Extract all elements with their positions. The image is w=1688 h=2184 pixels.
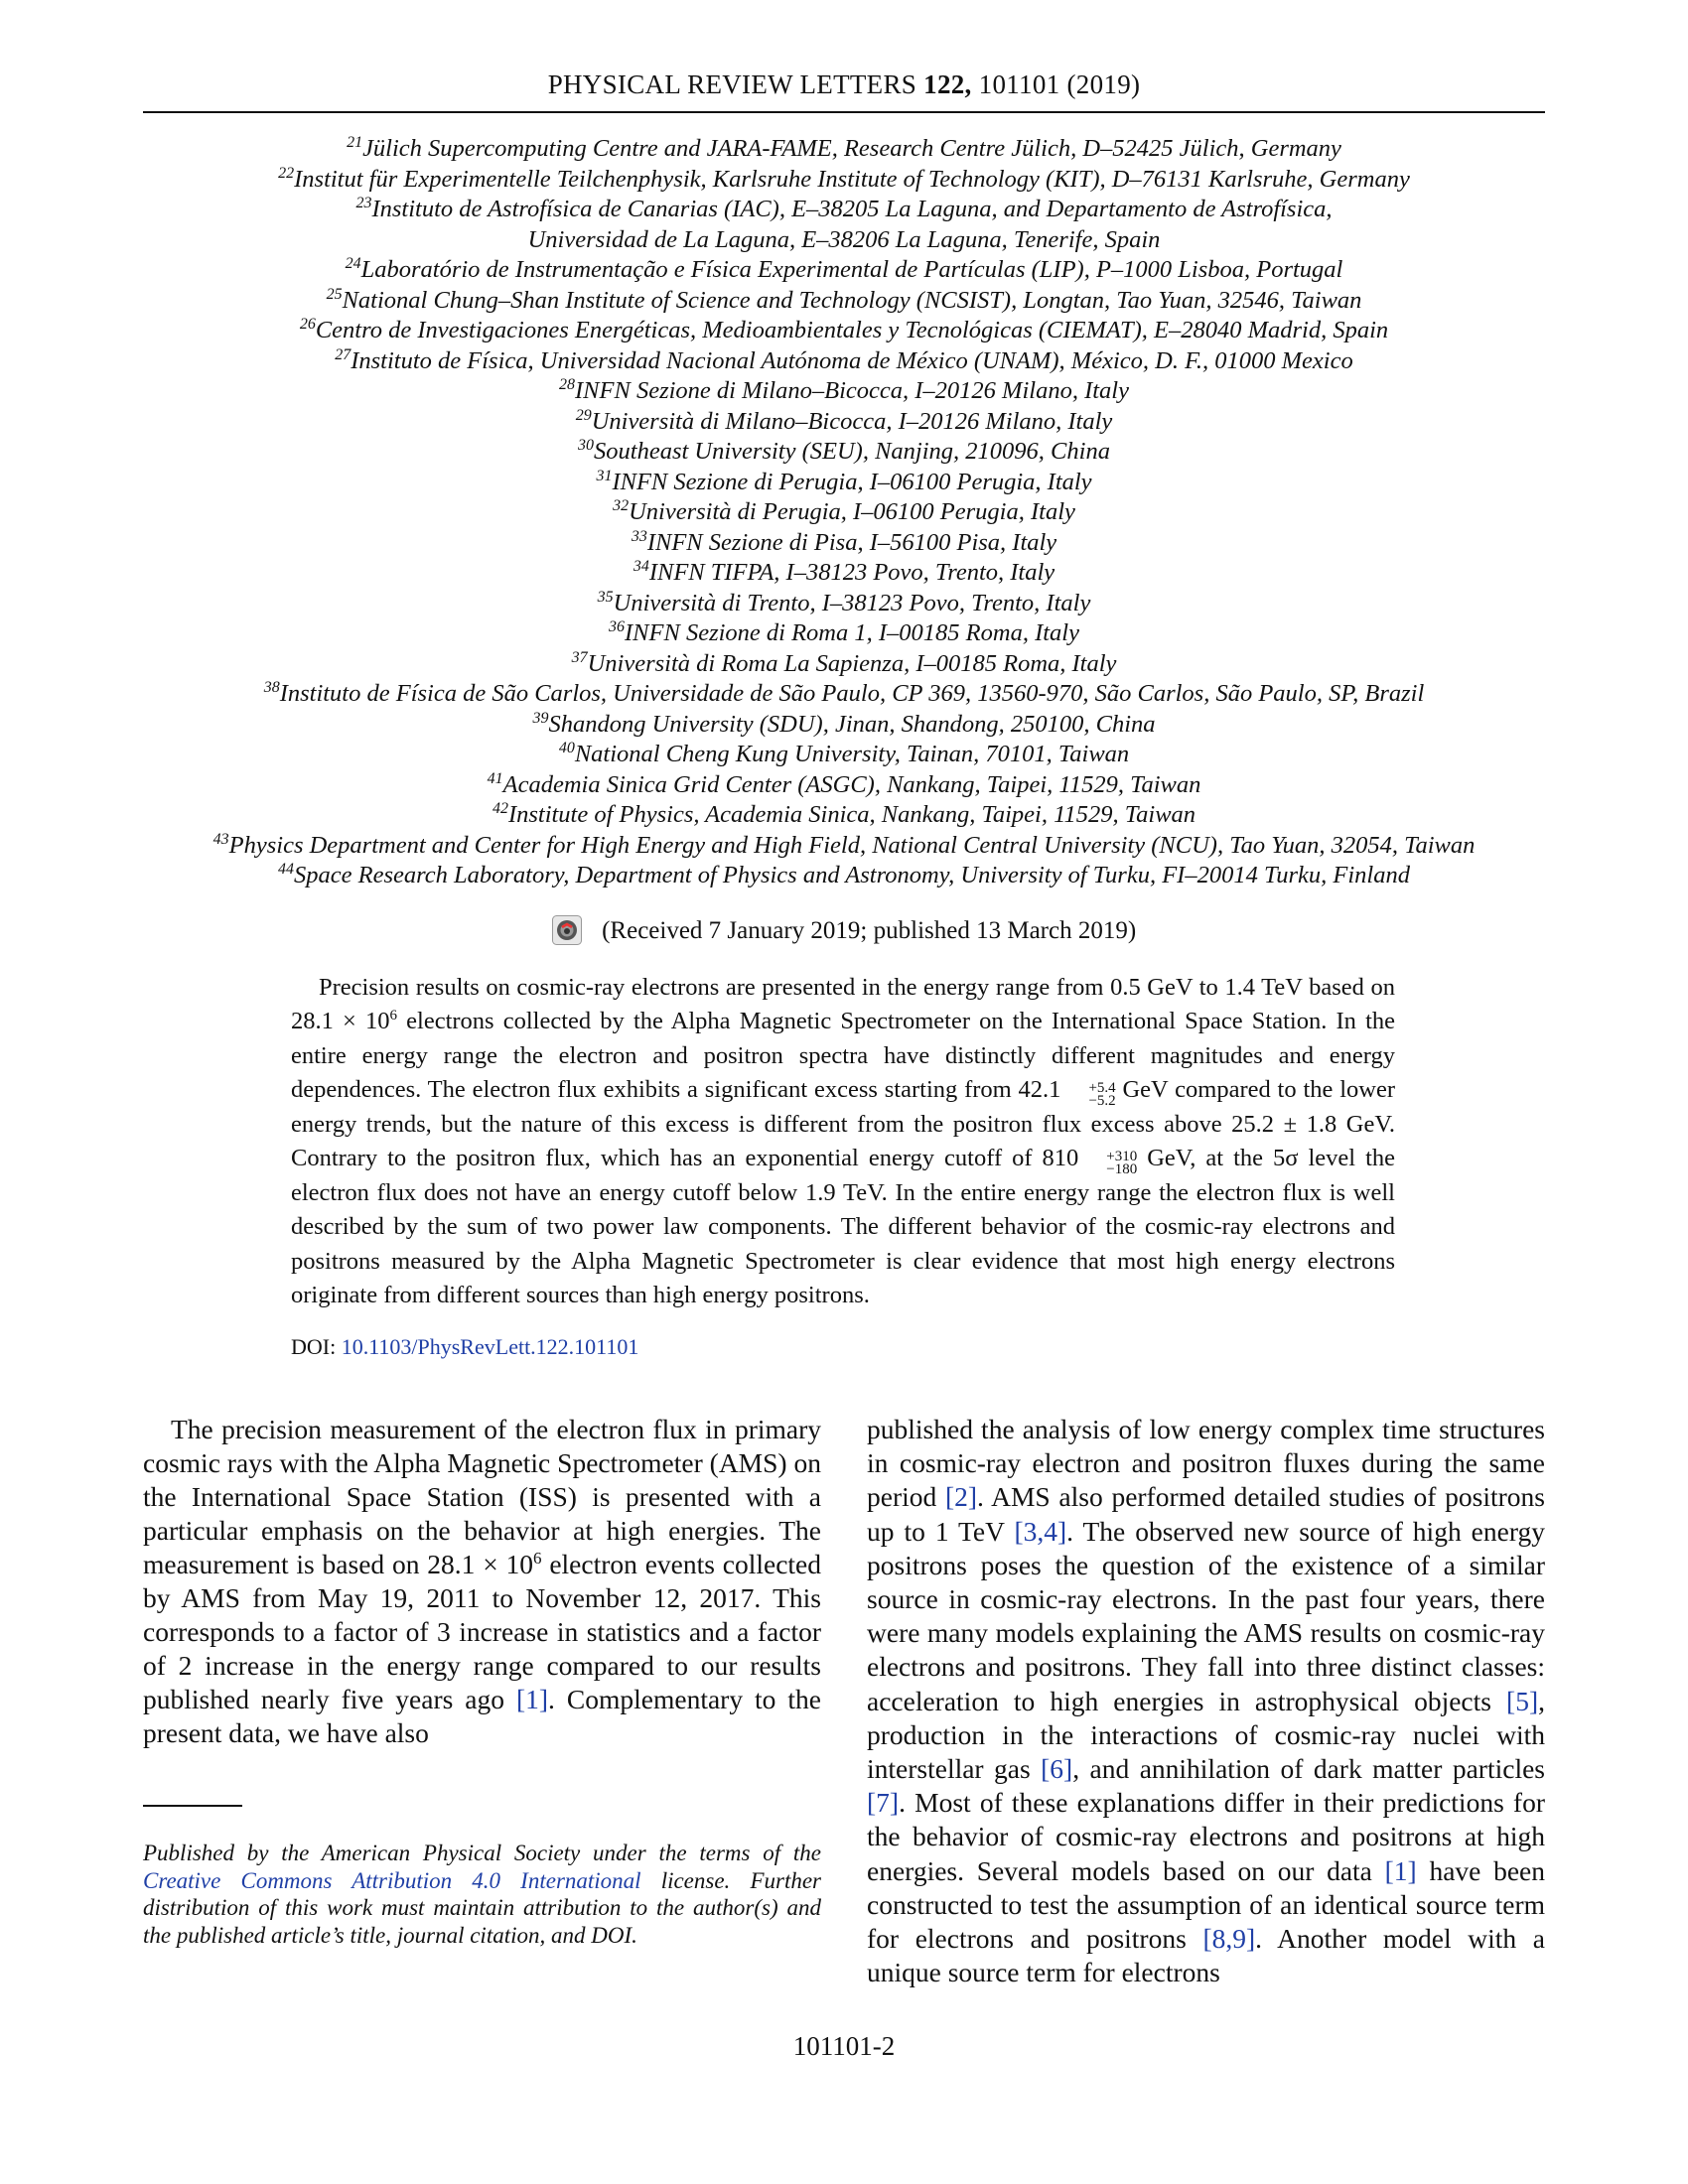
citation-link[interactable]: [5] — [1506, 1685, 1539, 1716]
abstract: Precision results on cosmic-ray electrons are presented in the energy range from 0.5 GeV to 1.4 TeV based on $28.1 \times 10^6$ electrons collected by the Alpha Magnetic Spectrometer on the International Space Station. In the entire energy range the electron and positron spectra have distinctly different magnitudes and energy dependences. The electron flux exhibits a significant excess starting from 42.1 +5.4 −5.2 GeV compared to the lower energy trends, but the nature of this excess is different from the positron flux excess above 25.2 ± 1.8 GeV. Contrary to the positron flux, which has an exponential energy cutoff of 810 +310 −180 GeV, at the 5σ level the electron flux does not have an energy cutoff below 1.9 TeV. In the entire energy range the electron flux is well described by the sum of two power law components. The different behavior of the cosmic-ray electrons and positrons measured by the Alpha Magnetic Spectrometer is clear evidence that most high energy electrons originate from different sources than high energy positrons. — [291, 974, 1396, 1309]
affiliation: $^{37}$Università di Roma La Sapienza, I–00185 Roma, Italy — [571, 648, 1117, 677]
citation-link[interactable]: [1] — [515, 1684, 549, 1714]
received-dates — [143, 915, 1545, 947]
affiliation: $^{27}$Instituto de Física, Universidad Nacional Autónoma de México (UNAM), México, D. F., 01000 Mexico — [335, 345, 1353, 374]
affiliation: $^{22}$Institut für Experimentelle Teilchenphysik, Karlsruhe Institute of Technology (KIT), D–76131 Karlsruhe, Germany — [278, 164, 1410, 193]
affiliation: $^{30}$Southeast University (SEU), Nanjing, 210096, China — [578, 437, 1110, 465]
affiliation: $^{34}$INFN TIFPA, I–38123 Povo, Trento, Italy — [633, 558, 1055, 586]
affiliation-continuation: Universidad de La Laguna, E–38206 La Laguna, Tenerife, Spain — [527, 225, 1161, 253]
citation-link[interactable]: [3,4] — [1014, 1515, 1067, 1547]
citation-link[interactable]: [2] — [944, 1481, 978, 1513]
footnote-rule — [143, 1805, 242, 1807]
journal-name: PHYSICAL REVIEW LETTERS — [547, 69, 917, 99]
uncertainty: +310 −180 — [1106, 1149, 1138, 1178]
affiliation: $^{25}$National Chung–Shan Institute of Science and Technology (NCSIST), Longtan, Tao Yuan, 32546, Taiwan — [326, 285, 1362, 314]
uncertainty: +5.4 −5.2 — [1088, 1079, 1116, 1109]
affiliation: $^{38}$Instituto de Física de São Carlos, Universidade de São Paulo, CP 369, 13560-970, São Carlos, São Paulo, SP, Brazil — [263, 679, 1425, 707]
running-head — [143, 69, 1545, 100]
affiliation: $^{28}$INFN Sezione di Milano–Bicocca, I–20126 Milano, Italy — [559, 376, 1129, 404]
body-column-left: The precision measurement of the electron flux in primary cosmic rays with the Alpha Magnetic Spectrometer (AMS) on the International Space Station (ISS) is presented with a particular emphasis on the behavior at high energies. The measurement is based on $28.1 \times 10^6$ electron events collected by AMS from May 19, 2011 to November 12, 2017. This corresponds to a factor of 3 increase in statistics and a factor of 2 increase in the energy range compared to our results published nearly five years ago [1]. Complementary to the present data, we have also — [143, 1414, 821, 1748]
affiliation: $^{40}$National Cheng Kung University, Tainan, 70101, Taiwan — [558, 740, 1130, 767]
received-text: (Received 7 January 2019; published 13 March 2019) — [602, 917, 1137, 944]
affiliation: $^{35}$Università di Trento, I–38123 Povo, Trento, Italy — [597, 588, 1091, 616]
article-number-year: 101101 (2019) — [978, 69, 1141, 99]
doi-line — [291, 1334, 638, 1360]
citation-link[interactable]: [6] — [1041, 1753, 1073, 1785]
affiliation: $^{23}$Instituto de Astrofísica de Canarias (IAC), E–38205 La Laguna, and Departamento de Astrofísica, — [355, 195, 1333, 222]
affiliation-list — [143, 134, 1545, 891]
citation-link[interactable]: [1] — [1384, 1854, 1417, 1886]
journal-volume: 122, — [923, 69, 972, 99]
citation-link[interactable]: [8,9] — [1202, 1923, 1256, 1955]
affiliation: $^{24}$Laboratório de Instrumentação e Física Experimental de Partículas (LIP), P–1000 Lisboa, Portugal — [345, 255, 1343, 283]
affiliation: $^{44}$Space Research Laboratory, Department of Physics and Astronomy, University of Turku, FI–20014 Turku, Finland — [278, 861, 1410, 888]
affiliation: $^{21}$Jülich Supercomputing Centre and JARA-FAME, Research Centre Jülich, D–52425 Jülich, Germany — [347, 134, 1341, 162]
citation-link[interactable]: [7] — [867, 1787, 900, 1819]
affiliation: $^{42}$Institute of Physics, Academia Sinica, Nankang, Taipei, 11529, Taiwan — [492, 800, 1196, 828]
license-footnote: Published by the American Physical Society under the terms of the Creative Commons Attribution 4.0 International license. Further distribution of this work must maintain attribution to the author(s) and the published article’s title, journal citation, and DOI. — [143, 1841, 821, 1948]
license-link[interactable]: Creative Commons Attribution 4.0 International — [143, 1867, 641, 1893]
doi-link[interactable]: 10.1103/PhysRevLett.122.101101 — [341, 1334, 639, 1359]
affiliation: $^{29}$Università di Milano–Bicocca, I–20126 Milano, Italy — [575, 406, 1113, 435]
affiliation: $^{43}$Physics Department and Center for High Energy and High Field, National Central University (NCU), Tao Yuan, 32054, Taiwan — [212, 830, 1476, 859]
affiliation: $^{32}$Università di Perugia, I–06100 Perugia, Italy — [613, 497, 1075, 525]
body-column-right: published the analysis of low energy complex time structures in cosmic-ray electron and positron fluxes during the same period [2]. AMS also performed detailed studies of positrons up to 1 TeV [3,4]. The observed new source of high energy positrons poses the question of the existence of a similar source in cosmic-ray electrons. In the past four years, there were many models explaining the AMS results on cosmic-ray electrons and positrons. They fall into three distinct classes: acceleration to high energies in astrophysical objects [5], production in the interactions of cosmic-ray nuclei with interstellar gas [6], and annihilation of dark matter particles [7]. Most of these explanations differ in their predictions for the behavior of cosmic-ray electrons and positrons at high energies. Several models based on our data [1] have been constructed to test the assumption of an identical source term for electrons and positrons [8,9]. Another model with a unique source term for electrons — [867, 1414, 1545, 1988]
header-rule — [143, 111, 1545, 113]
crossmark-icon[interactable] — [552, 915, 582, 945]
page-number: 101101-2 — [792, 2031, 896, 2061]
affiliation: $^{36}$INFN Sezione di Roma 1, I–00185 Roma, Italy — [609, 618, 1079, 646]
doi-label: DOI: — [291, 1334, 337, 1359]
affiliation: $^{39}$Shandong University (SDU), Jinan, Shandong, 250100, China — [532, 709, 1156, 738]
affiliation: $^{41}$Academia Sinica Grid Center (ASGC), Nankang, Taipei, 11529, Taiwan — [487, 769, 1201, 798]
affiliation: $^{33}$INFN Sezione di Pisa, I–56100 Pisa, Italy — [631, 527, 1057, 556]
affiliation: $^{26}$Centro de Investigaciones Energéticas, Medioambientales y Tecnológicas (CIEMAT), E–28040 Madrid, Spain — [299, 316, 1389, 343]
affiliation: $^{31}$INFN Sezione di Perugia, I–06100 Perugia, Italy — [596, 467, 1092, 495]
